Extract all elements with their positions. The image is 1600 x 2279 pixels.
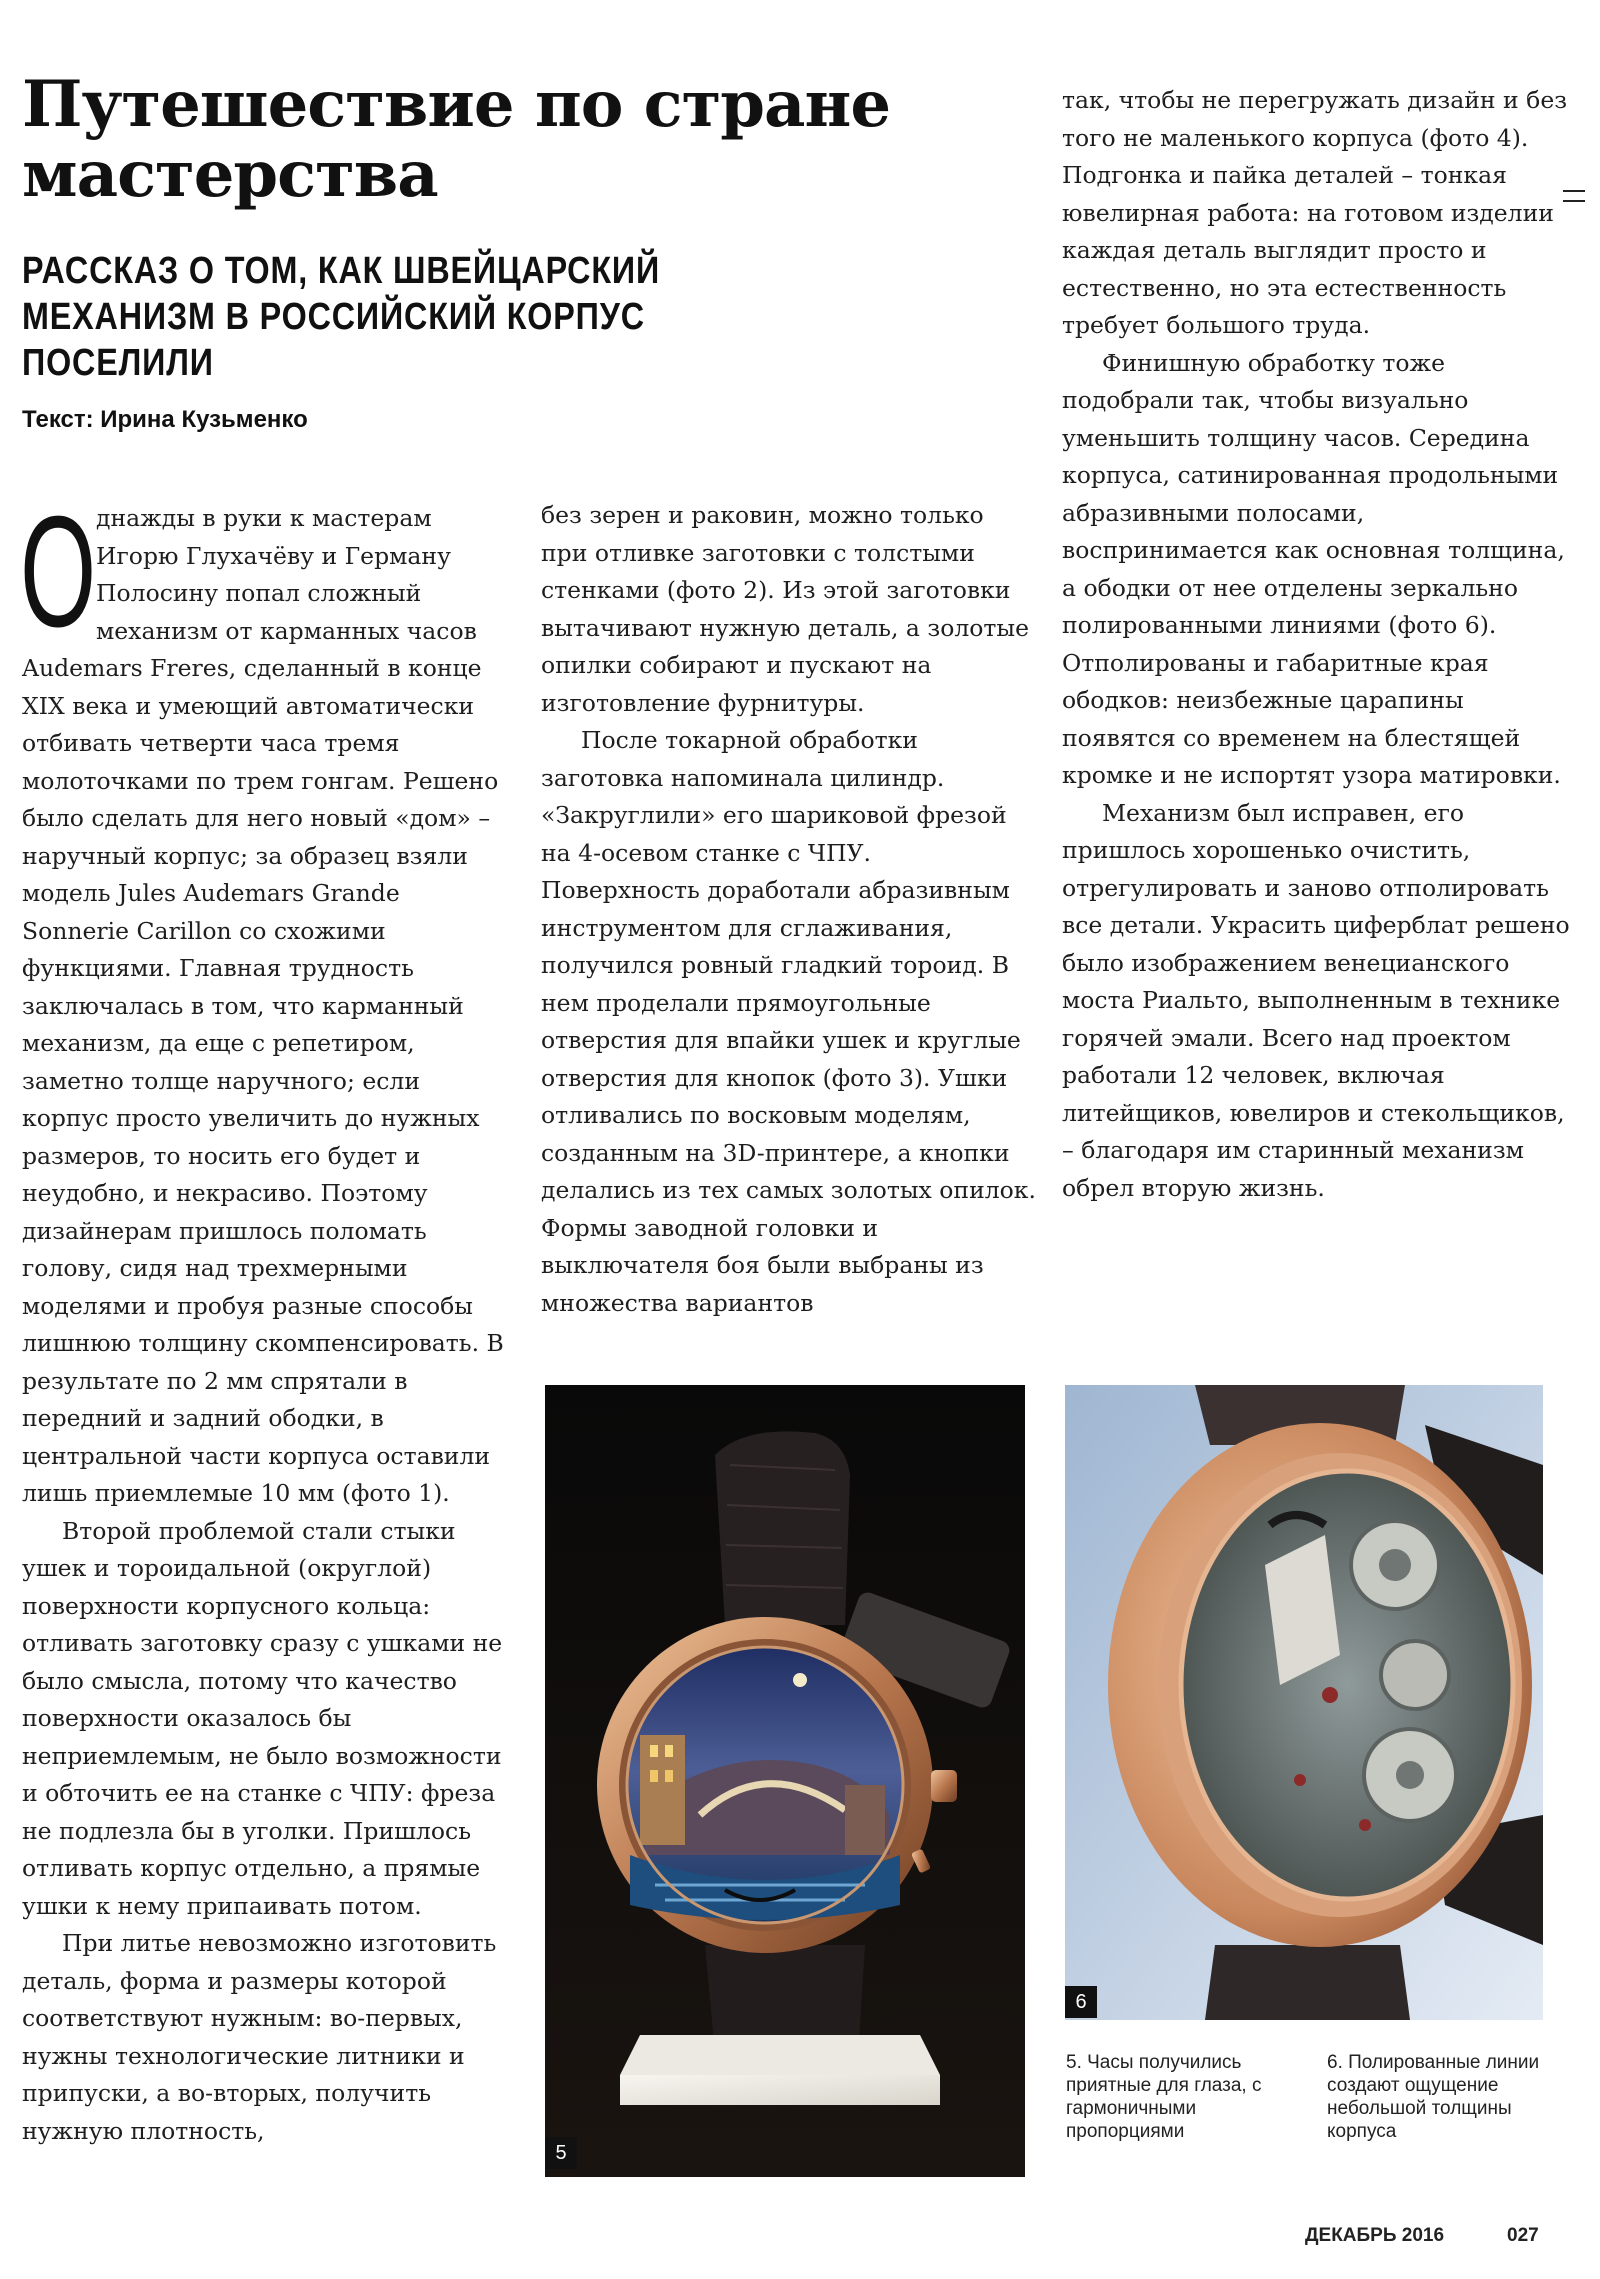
article-author: Текст: Ирина Кузьменко bbox=[22, 406, 308, 433]
photo-number-badge: 5 bbox=[545, 2137, 577, 2169]
paragraph: После токарной обработки заготовка напоминала цилиндр. «Закруглили» его шариковой фрезой на 4-осевом станке с ЧПУ. Поверхность доработали абразивным инструментом для сглаживания, получился ровный гладкий тороид. В нем проделали прямоугольные отверстия для впайки ушек и круглые отверстия для кнопок (фото 3). Ушки отливались по восковым моделям, созданным на 3D-принтере, а кнопки делались из тех самых золотых опилок. Формы заводной головки и выключателя боя были выбраны из множества вариантов bbox=[541, 726, 1036, 1317]
photo-number-badge: 6 bbox=[1065, 1986, 1097, 2018]
photo-6-caption: 6. Полированные линии создают ощущение небольшой толщины корпуса bbox=[1327, 2052, 1540, 2142]
photo-5-watch-front bbox=[545, 1385, 1025, 2177]
paragraph: Второй проблемой стали стыки ушек и тороидальной (округлой) поверхности корпусного кольца: отливать заготовку сразу с ушками не было смысла, потому что качество поверхности оказалось бы неприемлемым, не было возможности и обточить ее на станке с ЧПУ: фреза не подлезла бы в уголки. Пришлось отливать корпус отдельно, а прямые ушки к нему припаивать потом. bbox=[22, 1516, 503, 1920]
page-number: 027 bbox=[1507, 2225, 1539, 2246]
text-column-1 bbox=[20, 484, 507, 2150]
paragraph: так, чтобы не перегружать дизайн и без того не маленького корпуса (фото 4). Подгонка и пайка деталей – тонкая ювелирная работа: на готовом изделии каждая деталь выглядит просто и естественно, но эта естественность требует большого труда. bbox=[1062, 86, 1568, 339]
paragraph: без зерен и раковин, можно только при отливке заготовки с толстыми стенками (фото 2). Из этой заготовки вытачивают нужную деталь, а золотые опилки собирают и пускают на изготовление фурнитуры. bbox=[541, 501, 1030, 717]
photo-6-watch-back bbox=[1065, 1385, 1543, 2020]
watch-front-illustration bbox=[545, 1385, 1025, 2177]
paragraph: днажды в руки к мастерам Игорю Глухачёву и Герману Полосину попал сложный механизм от карманных часов Audemars Freres, сделанный в конце XIX века и умеющий автоматически отбивать четверти часа тремя молоточками по трем гонгам. Решено было сделать для него новый «дом» – наручный корпус; за образец взяли модель Jules Audemars Grande Sonnerie Carillon со схожими функциями. Главная трудность заключалась в том, что карманный механизм, да еще с репетиром, заметно толще наручного; если корпус просто увеличить до нужных размеров, то носить его будет и неудобно, и некрасиво. Поэтому дизайнерам пришлось поломать голову, сидя над трехмерными моделями и пробуя разные способы лишнюю толщину скомпенсировать. В результате по 2 мм спрятали в передний и задний ободки, в центральной части корпуса оставили лишь приемлемые 10 мм (фото 1). bbox=[22, 504, 504, 1507]
article-title: Путешествие по стране мастерства bbox=[22, 67, 891, 212]
paragraph: При литье невозможно изготовить деталь, форма и размеры которой соответствуют нужным: во-первых, нужны технологические литники и припуски, а во-вторых, получить нужную плотность, bbox=[22, 1929, 497, 2145]
paragraph: Механизм был исправен, его пришлось хорошенько очистить, отрегулировать и заново отполировать все детали. Украсить циферблат решено было изображением венецианского моста Риальто, выполненным в технике горячей эмали. Всего над проектом работали 12 человек, включая литейщиков, ювелиров и стекольщиков, – благодаря им старинный механизм обрел вторую жизнь. bbox=[1062, 798, 1570, 1202]
article-subtitle: РАССКАЗ О ТОМ, КАК ШВЕЙЦАРСКИЙ МЕХАНИЗМ В РОССИЙСКИЙ КОРПУС ПОСЕЛИЛИ bbox=[22, 250, 661, 384]
text-column-3 bbox=[1062, 82, 1572, 1207]
paragraph: Финишную обработку тоже подобрали так, чтобы визуально уменьшить толщину часов. Середина корпуса, сатинированная продольными абразивными полосами, воспринимается как основная толщина, а ободки от нее отделены зеркально полированными линиями (фото 6). Отполированы и габаритные края ободков: неизбежные царапины появятся со временем на блестящей кромке и не испортят узора матировки. bbox=[1062, 348, 1565, 789]
watch-back-illustration bbox=[1065, 1385, 1543, 2020]
photo-5-caption: 5. Часы получились приятные для глаза, с гармоничными пропорциями bbox=[1066, 2052, 1262, 2142]
issue-date: ДЕКАБРЬ 2016 bbox=[1305, 2225, 1445, 2246]
text-column-2 bbox=[541, 497, 1036, 1322]
drop-cap: О bbox=[20, 484, 97, 660]
